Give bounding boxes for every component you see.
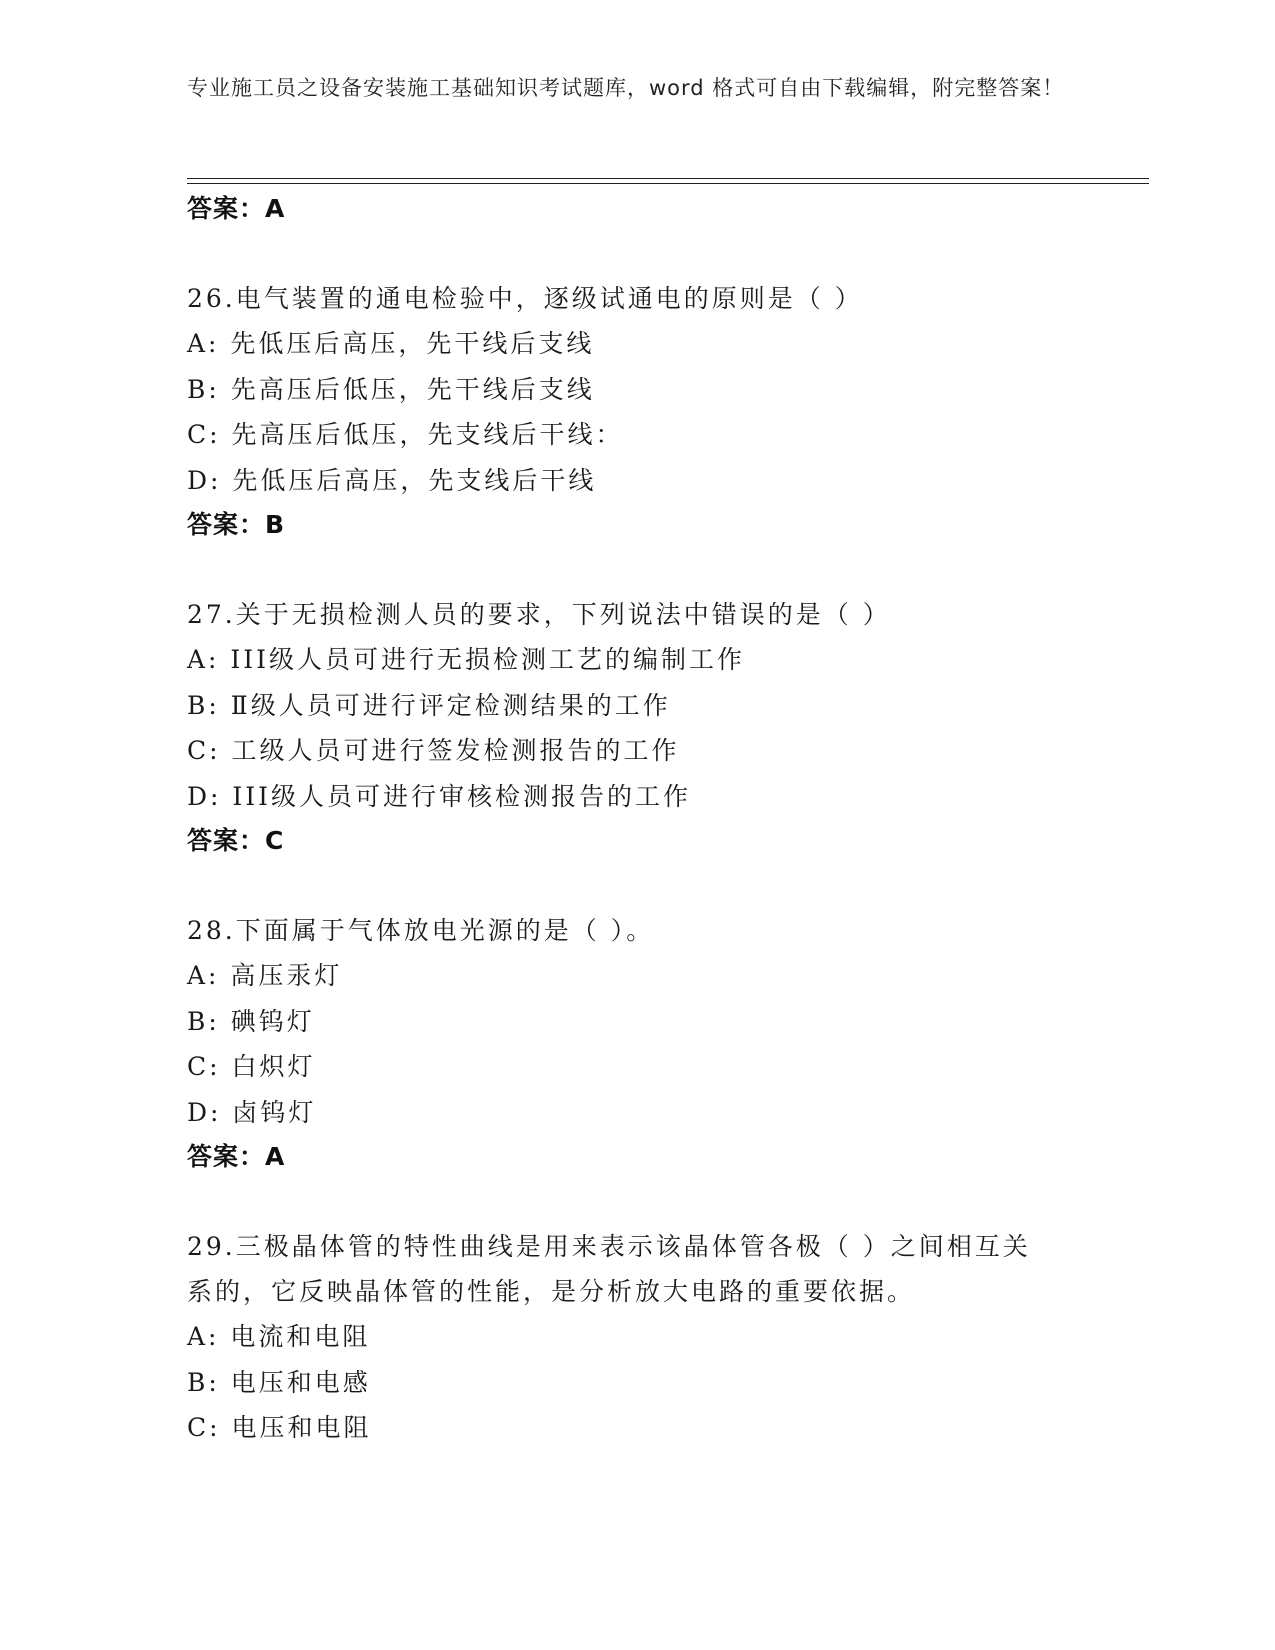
header-divider-bottom: [187, 183, 1149, 184]
question-stem: 28.下面属于气体放电光源的是（ ）。: [187, 916, 655, 945]
option-a: A: 电流和电阻: [187, 1322, 371, 1351]
page-header-text: 专业施工员之设备安装施工基础知识考试题库，word 格式可自由下载编辑，附完整答案！: [187, 76, 1065, 100]
option-a: A: III级人员可进行无损检测工艺的编制工作: [187, 645, 746, 674]
question-29: [187, 1224, 1047, 1451]
option-b: B: Ⅱ级人员可进行评定检测结果的工作: [187, 690, 671, 720]
option-d: D: III级人员可进行审核检测报告的工作: [187, 781, 692, 811]
answer-28: 答案：A: [187, 1142, 286, 1171]
previous-answer: 答案：A: [187, 194, 286, 223]
option-c: C: 工级人员可进行签发检测报告的工作: [187, 736, 680, 765]
option-d: D: 先低压后高压，先支线后干线: [187, 465, 597, 495]
question-stem: 27.关于无损检测人员的要求，下列说法中错误的是（ ）: [187, 600, 891, 629]
answer-27: 答案：C: [187, 826, 285, 855]
question-28: [187, 908, 1087, 1135]
option-c: C: 电压和电阻: [187, 1413, 372, 1442]
option-a: A: 先低压后高压，先干线后支线: [187, 329, 595, 358]
option-b: B: 碘钨灯: [187, 1006, 315, 1036]
option-b: B: 电压和电感: [187, 1367, 371, 1397]
answer-26: 答案：B: [187, 510, 286, 539]
question-27: [187, 592, 1087, 819]
header-divider-top: [187, 178, 1149, 179]
question-stem: 29.三极晶体管的特性曲线是用来表示该晶体管各极（ ）之间相互关系的，它反映晶体管的性能，是分析放大电路的重要依据。: [187, 1232, 1031, 1306]
option-c: C: 白炽灯: [187, 1052, 316, 1081]
question-26: [187, 276, 1087, 503]
option-a: A: 高压汞灯: [187, 961, 343, 990]
option-c: C: 先高压后低压，先支线后干线：: [187, 420, 624, 449]
question-stem: 26.电气装置的通电检验中，逐级试通电的原则是（ ）: [187, 284, 863, 313]
option-d: D: 卤钨灯: [187, 1097, 317, 1127]
option-b: B: 先高压后低压，先干线后支线: [187, 374, 595, 404]
